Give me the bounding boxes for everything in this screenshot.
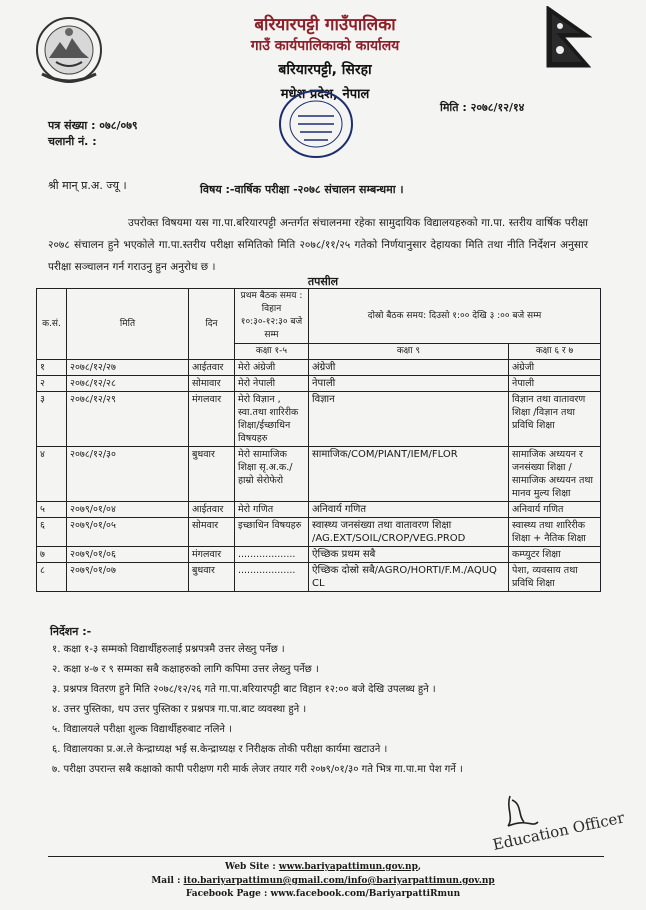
nepal-emblem-icon xyxy=(34,14,104,86)
instruction-item: ५. विद्यालयले परीक्षा शुल्क विद्यार्थीहरुबाट नलिने । xyxy=(52,724,232,735)
cell-first: मेरो गणित xyxy=(235,502,309,518)
reference-number: पत्र संख्या : ०७८/०७९ xyxy=(48,119,138,132)
footer-website-tail: , xyxy=(417,862,422,872)
cell-class9: स्वास्थ्य जनसंख्या तथा वातावरण शिक्षा /AG.EXT/SOIL/CROP/VEG.PROD xyxy=(309,518,509,547)
table-row xyxy=(37,360,601,376)
cell-class678: अंग्रेजी xyxy=(509,360,601,376)
header-sn: क.सं. xyxy=(37,289,67,360)
cell-first: मेरो विज्ञान , स्वा.तथा शारिरीक शिक्षा/ईच्छाधिन विषयहरु xyxy=(235,392,309,447)
table-row xyxy=(37,547,601,563)
instruction-item: ३. प्रश्नपत्र वितरण हुने मिति २०७८/१२/२६ गते गा.पा.बरियारपट्टी बाट विहान १२:०० बजे देखि उपलब्ध हुने । xyxy=(52,684,436,695)
cell-sn: ३ xyxy=(37,392,67,447)
cell-day: बुधवार xyxy=(189,563,235,592)
cell-class9: ऐच्छिक प्रथम सबै xyxy=(309,547,509,563)
email-link[interactable]: ito.bariyarpattimun@gmail.com/info@bariyarpattimun.gov.np xyxy=(183,876,495,886)
header-office: गाउँ कार्यपालिकाको कार्यालय xyxy=(250,38,400,54)
cell-class678: नेपाली xyxy=(509,376,601,392)
officer-title: Education Officer xyxy=(491,808,626,854)
cell-first: मेरो अंग्रेजी xyxy=(235,360,309,376)
facebook-link[interactable]: www.facebook.com/BariyarpattiRmun xyxy=(270,889,461,899)
exam-schedule-table xyxy=(36,288,600,592)
cell-class678: स्वास्थ्य तथा शारिरीक शिक्षा + नैतिक शिक्षा xyxy=(509,518,601,547)
cell-class678: विज्ञान तथा वातावरण शिक्षा /विज्ञान तथा प्रविधि शिक्षा xyxy=(509,392,601,447)
instruction-item: १. कक्षा १-३ सम्मको विद्यार्थीहरुलाई प्रश्नपत्रमै उत्तर लेख्नु पर्नेछ । xyxy=(52,644,285,655)
instructions-list xyxy=(52,640,612,780)
salutation: श्री मान् प्र.अ. ज्यू । xyxy=(48,179,127,192)
cell-day: सोमवार xyxy=(189,518,235,547)
cell-day: आईतवार xyxy=(189,502,235,518)
footer-mail xyxy=(0,876,646,886)
cell-class9: सामाजिक/COM/PIANT/IEM/FLOR xyxy=(309,447,509,502)
table-row xyxy=(37,447,601,502)
header-day: दिन xyxy=(189,289,235,360)
footer-divider xyxy=(48,856,604,857)
instruction-item: ६. विद्यालयका प्र.अ.ले केन्द्राध्यक्ष भई स.केन्द्राध्यक्ष र निरीक्षक तोकी परीक्षा कार्यमा खटाउने । xyxy=(52,744,388,755)
cell-sn: १ xyxy=(37,360,67,376)
table-row xyxy=(37,563,601,592)
footer-facebook xyxy=(0,889,646,899)
cell-class9: ऐच्छिक दोस्रो सबै/AGRO/HORTI/F.M./AQUQ CL xyxy=(309,563,509,592)
cell-date: २०७९/०१/०४ xyxy=(67,502,189,518)
cell-first: इच्छाधिन विषयहरु xyxy=(235,518,309,547)
header-province: मधेश प्रदेश, नेपाल xyxy=(280,87,370,102)
cell-class678: सामाजिक अध्ययन र जनसंख्या शिक्षा /सामाजिक अध्ययन तथा मानव मुल्य शिक्षा xyxy=(509,447,601,502)
cell-class9: अंग्रेजी xyxy=(309,360,509,376)
header-municipality: बरियारपट्टी गाउँपालिका xyxy=(254,15,396,35)
header-first-sitting: प्रथम बैठक समय : विहान १०:३०-१२:३० बजे सम्म xyxy=(235,289,309,344)
cell-day: मंगलवार xyxy=(189,547,235,563)
header-second-sitting: दोस्रो बैठक समय: दिउसो १:०० देखि ३ :०० बजे सम्म xyxy=(309,289,601,344)
header-date: मिति xyxy=(67,289,189,360)
cell-sn: ८ xyxy=(37,563,67,592)
cell-class678: पेशा, व्यवसाय तथा प्रविधि शिक्षा xyxy=(509,563,601,592)
body-paragraph: उपरोक्त विषयमा यस गा.पा.बरियारपट्टी अन्तर्गत संचालनमा रहेका सामुदायिक विद्यालयहरुको गा.पा. स्तरीय वार्षिक परीक्षा २०७८ संचालन हुने भएकोले गा.पा.स्तरीय परीक्षा समितिको मिति २०७८/११/२५ गतेको निर्णयानुसार देहायका मिति तथा नीति निर्देशन अनुसार परीक्षा सञ्चालन गर्न गराउनु हुन अनुरोध छ । xyxy=(48,217,588,273)
cell-date: २०७८/१२/२७ xyxy=(67,360,189,376)
header-address: बरियारपट्टी, सिरहा xyxy=(278,62,372,78)
header-class-1-5: कक्षा १-५ xyxy=(235,344,309,360)
cell-class9: अनिवार्य गणित xyxy=(309,502,509,518)
footer-mail-label: Mail : xyxy=(151,876,181,886)
subject-line: विषय :-वार्षिक परीक्षा -२०७८ संचालन सम्बन्धमा । xyxy=(200,183,404,196)
cell-date: २०७९/०१/०७ xyxy=(67,563,189,592)
cell-day: सोमावार xyxy=(189,376,235,392)
cell-first: ................... xyxy=(235,563,309,592)
cell-class9: नेपाली xyxy=(309,376,509,392)
header-class-9: कक्षा ९ xyxy=(309,344,509,360)
table-row xyxy=(37,518,601,547)
nepal-flag-icon xyxy=(546,6,592,68)
cell-class678: कम्प्युटर शिक्षा xyxy=(509,547,601,563)
cell-sn: २ xyxy=(37,376,67,392)
cell-date: २०७८/१२/३० xyxy=(67,447,189,502)
instructions-title: निर्देशन :- xyxy=(50,625,92,638)
header-class-6-7: कक्षा ६ र ७ xyxy=(509,344,601,360)
instruction-item: २. कक्षा ४-७ र ९ सम्मका सबै कक्षाहरुको लागि कपिमा उत्तर लेख्नु पर्नेछ । xyxy=(52,664,319,675)
office-stamp-icon xyxy=(276,86,356,162)
table-header-row xyxy=(37,289,601,344)
cell-first: ................... xyxy=(235,547,309,563)
table-row xyxy=(37,392,601,447)
cell-date: २०७८/१२/२८ xyxy=(67,376,189,392)
website-link[interactable]: www.bariyapattimun.gov.np xyxy=(278,862,418,872)
instruction-item: ४. उत्तर पुस्तिका, थप उत्तर पुस्तिका र प्रश्नपत्र गा.पा.बाट व्यवस्था हुने । xyxy=(52,704,307,715)
cell-sn: ५ xyxy=(37,502,67,518)
cell-first: मेरो सामाजिक शिक्षा सृ.अ.क./हाम्रो सेरोफेरो xyxy=(235,447,309,502)
letter-date: मिति : २०७८/१२/१४ xyxy=(440,101,525,114)
table-row xyxy=(37,376,601,392)
cell-sn: ६ xyxy=(37,518,67,547)
cell-date: २०७९/०१/०६ xyxy=(67,547,189,563)
cell-first: मेरो नेपाली xyxy=(235,376,309,392)
cell-day: मंगलवार xyxy=(189,392,235,447)
cell-date: २०७९/०१/०५ xyxy=(67,518,189,547)
table-row xyxy=(37,502,601,518)
cell-day: आईतवार xyxy=(189,360,235,376)
footer-website xyxy=(0,862,646,872)
cell-sn: ४ xyxy=(37,447,67,502)
dispatch-number: चलानी नं. : xyxy=(48,135,97,148)
footer-website-label: Web Site : xyxy=(224,862,276,872)
instruction-item: ७. परीक्षा उपरान्त सबै कक्षाको कापी परीक्षण गरी मार्क लेजर तयार गरी २०७९/०१/३० गते भित्र गा.पा.मा पेश गर्ने । xyxy=(52,764,463,775)
cell-class678: अनिवार्य गणित xyxy=(509,502,601,518)
cell-sn: ७ xyxy=(37,547,67,563)
cell-day: बुधवार xyxy=(189,447,235,502)
cell-class9: विज्ञान xyxy=(309,392,509,447)
details-heading: तपसील xyxy=(307,275,339,288)
officer-signature xyxy=(488,788,638,858)
footer-facebook-label: Facebook Page : xyxy=(185,889,268,899)
cell-date: २०७८/१२/२९ xyxy=(67,392,189,447)
